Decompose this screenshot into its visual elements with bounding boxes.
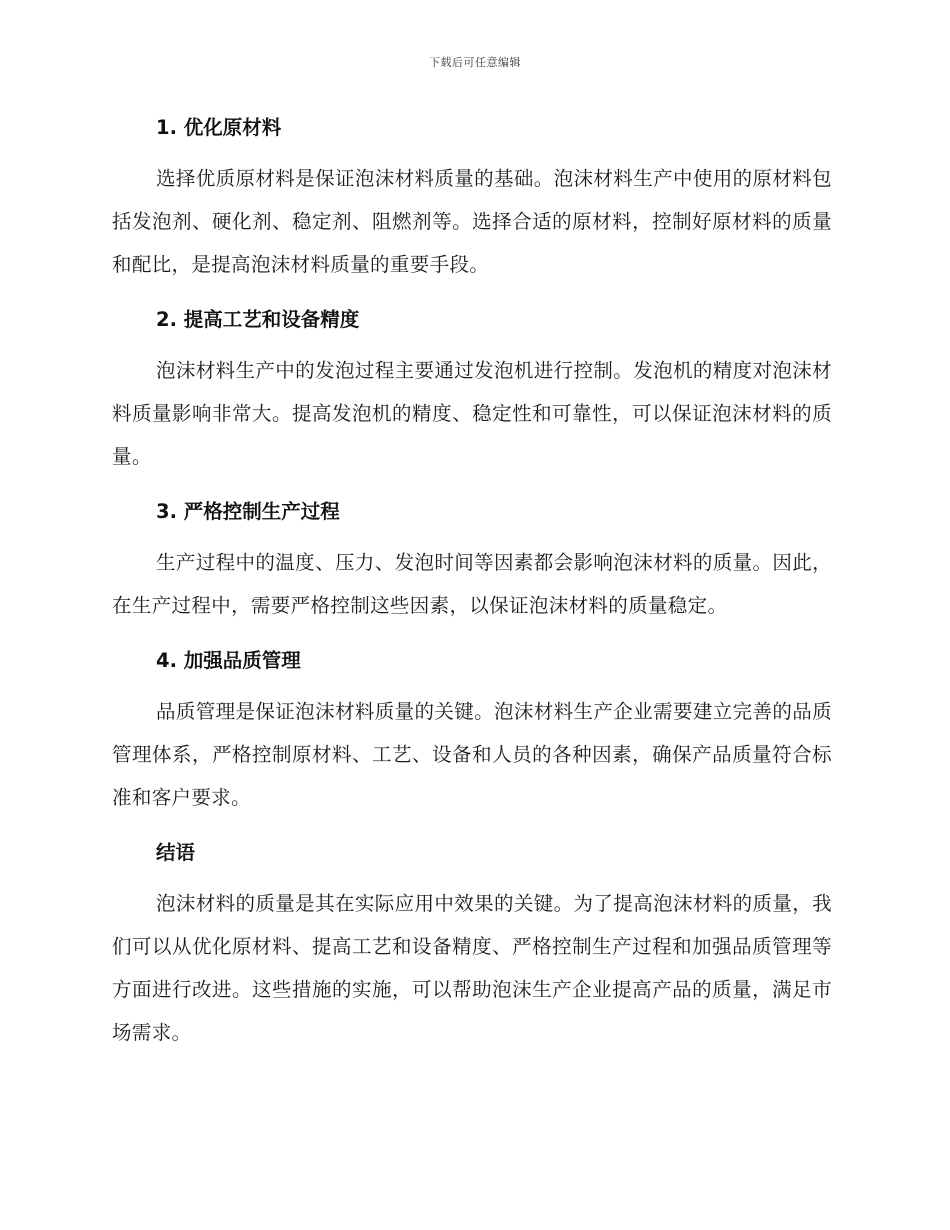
section-heading: 1. 优化原材料 [156, 116, 282, 139]
section-paragraph: 生产过程中的温度、压力、发泡时间等因素都会影响泡沫材料的质量。因此，在生产过程中，需要严格控制这些因素，以保证泡沫材料的质量稳定。 [112, 551, 832, 617]
section-quality-management [112, 641, 832, 819]
section-heading: 3. 严格控制生产过程 [156, 500, 340, 523]
section-heading: 4. 加强品质管理 [156, 649, 301, 672]
section-paragraph: 泡沫材料的质量是其在实际应用中效果的关键。为了提高泡沫材料的质量，我们可以从优化原材料、提高工艺和设备精度、严格控制生产过程和加强品质管理等方面进行改进。这些措施的实施，可以帮助泡沫生产企业提高产品的质量，满足市场需求。 [112, 892, 832, 1044]
section-heading: 结语 [156, 841, 196, 864]
section-heading: 2. 提高工艺和设备精度 [156, 308, 360, 331]
section-production-control [112, 492, 832, 627]
section-optimize-materials [112, 108, 832, 286]
document-body [112, 108, 832, 1068]
section-conclusion [112, 833, 832, 1054]
section-paragraph: 选择优质原材料是保证泡沫材料质量的基础。泡沫材料生产中使用的原材料包括发泡剂、硬化剂、稳定剂、阻燃剂等。选择合适的原材料，控制好原材料的质量和配比，是提高泡沫材料质量的重要手段。 [112, 167, 832, 276]
section-paragraph: 品质管理是保证泡沫材料质量的关键。泡沫材料生产企业需要建立完善的品质管理体系，严格控制原材料、工艺、设备和人员的各种因素，确保产品质量符合标准和客户要求。 [112, 700, 832, 809]
page-header: 下载后可任意编辑 [429, 56, 521, 69]
section-process-equipment [112, 300, 832, 478]
section-paragraph: 泡沫材料生产中的发泡过程主要通过发泡机进行控制。发泡机的精度对泡沫材料质量影响非常大。提高发泡机的精度、稳定性和可靠性，可以保证泡沫材料的质量。 [112, 359, 832, 468]
